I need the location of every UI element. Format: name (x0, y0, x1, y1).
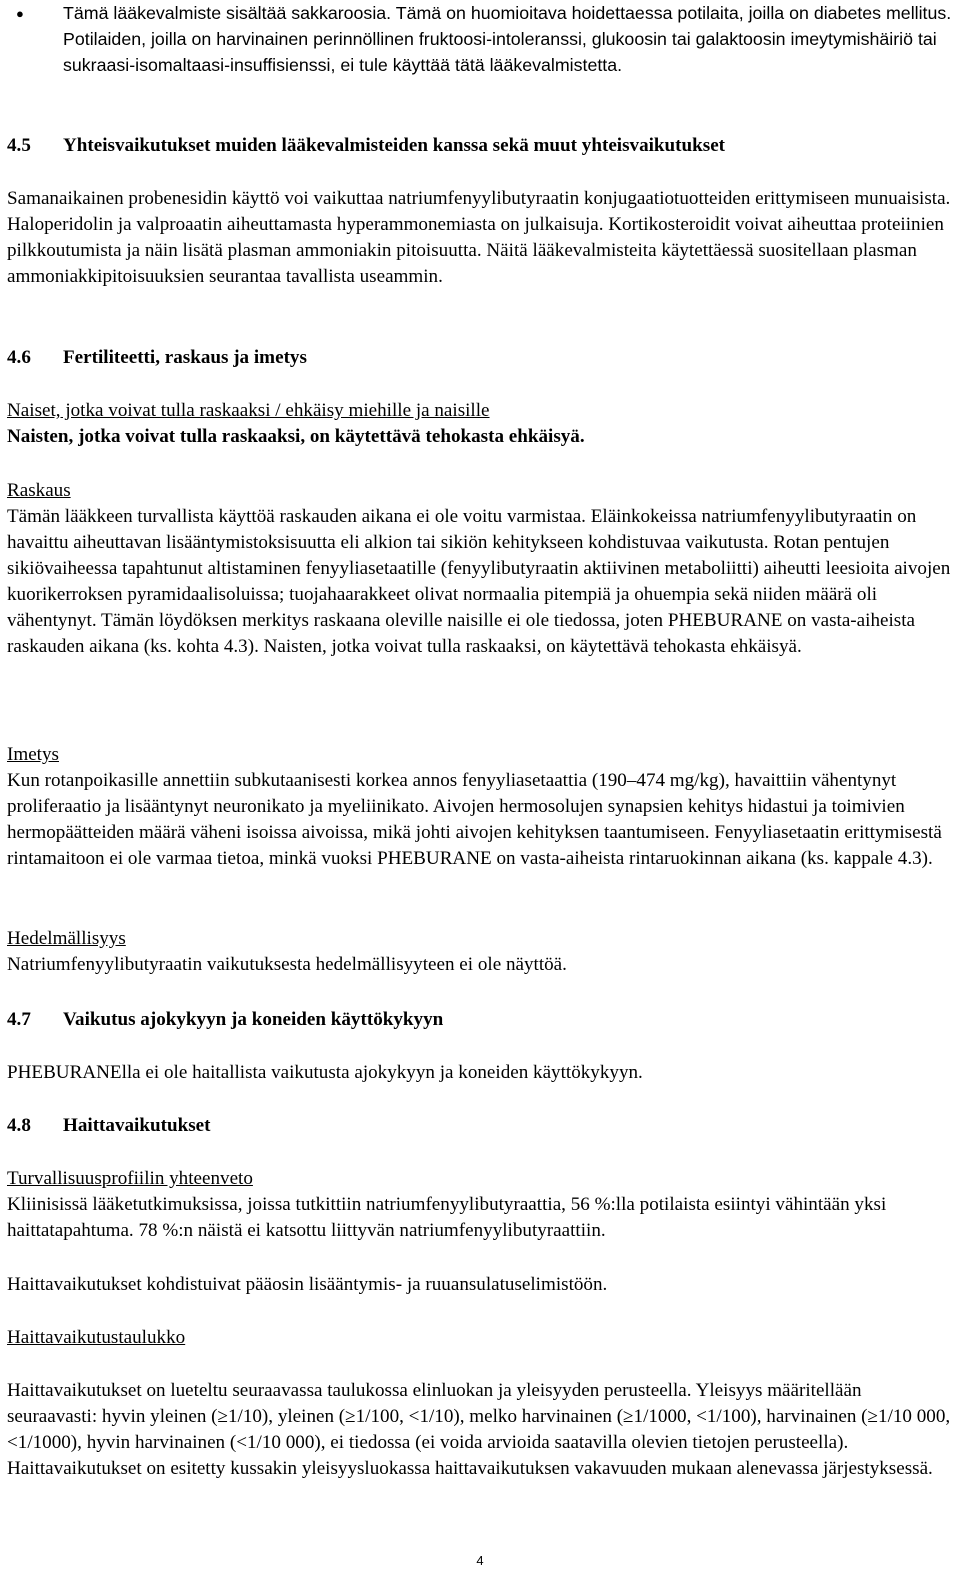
organ-systems-text: Haittavaikutukset kohdistuivat pääosin lisääntymis- ja ruuansulatuselimistöön. (7, 1274, 608, 1295)
women-body: Naisten, jotka voivat tulla raskaaksi, on käytettävä tehokasta ehkäisyä. (7, 426, 585, 447)
bullet-item (7, 0, 952, 78)
section-4-7-heading (7, 1007, 952, 1033)
section-number: 4.7 (7, 1009, 31, 1030)
safety-summary-subheading: Turvallisuusprofiilin yhteenveto (7, 1168, 253, 1189)
section-number: 4.6 (7, 347, 31, 368)
section-number: 4.5 (7, 135, 31, 156)
section-title: Haittavaikutukset (63, 1115, 211, 1136)
lactation-body: Kun rotanpoikasille annettiin subkutaanisesti korkea annos fenyyliasetaattia (190–474 mg/kg), havaittiin vähentynyt proliferaatio ja lisääntynyt neuronikato ja myeliinikato. Aivojen hermosolujen synapsien kehitys hidastui ja toimivien hermopäätteiden määrä väheni isoissa aivoissa, mikä johti aivojen kehityksen taantumiseen. Fenyyliasetaatin erittymisestä rintamaitoon ei ole varmaa tietoa, minkä vuoksi PHEBURANE on vasta-aiheista rintaruokinnan aikana (ks. kappale 4.3). (7, 770, 942, 869)
section-title: Yhteisvaikutukset muiden lääkevalmisteiden kanssa sekä muut yhteisvaikutukset (63, 135, 726, 156)
table-intro-body: Haittavaikutukset on lueteltu seuraavassa taulukossa elinluokan ja yleisyyden perusteella. Yleisyys määritellään seuraavasti: hyvin yleinen (≥1/10), yleinen (≥1/100, <1/10), melko harvinainen (≥1/1000, <1/100), harvinainen (≥1/10 000, <1/1000), hyvin harvinainen (<1/10 000), ei tiedossa (ei voida arvioida saatavilla olevien tietojen perusteella). Haittavaikutukset on esitetty kussakin yleisyysluokassa haittavaikutuksen vakavuuden mukaan alenevassa järjestyksessä. (7, 1380, 951, 1479)
section-number: 4.8 (7, 1115, 31, 1136)
section-title: Fertiliteetti, raskaus ja imetys (63, 347, 307, 368)
section-title: Vaikutus ajokykyyn ja koneiden käyttökykyyn (63, 1009, 444, 1030)
section-4-7-body: PHEBURANElla ei ole haitallista vaikutusta ajokykyyn ja koneiden käyttökykyyn. (7, 1062, 643, 1083)
safety-summary-body: Kliinisissä lääketutkimuksissa, joissa tutkittiin natriumfenyylibutyraattia, 56 %:lla potilaista esiintyi vähintään yksi haittatapahtuma. 78 %:n näistä ei katsottu liittyvän natriumfenyylibutyraattiin. (7, 1194, 887, 1241)
bullet-text: Tämä lääkevalmiste sisältää sakkaroosia. Tämä on huomioitava hoidettaessa potilaita, joilla on diabetes mellitus. Potilaiden, joilla on harvinainen perinnöllinen fruktoosi-intoleranssi, glukoosin tai galaktoosin imeytymishäiriö tai sukraasi-isomaltaasi-insuffisienssi, ei tule käyttää tätä lääkevalmistetta. (63, 3, 952, 75)
women-subheading: Naiset, jotka voivat tulla raskaaksi / ehkäisy miehille ja naisille (7, 400, 490, 421)
bullet-dot-icon: ● (16, 6, 24, 21)
fertility-body: Natriumfenyylibutyraatin vaikutuksesta hedelmällisyyteen ei ole näyttöä. (7, 954, 567, 975)
page-number: 4 (476, 1553, 484, 1568)
lactation-subheading: Imetys (7, 744, 59, 765)
pregnancy-body: Tämän lääkkeen turvallista käyttöä raskauden aikana ei ole voitu varmistaa. Eläinkokeissa natriumfenyylibutyraatin on havaittu aiheuttavan lisääntymistoksisuutta eli alkion tai sikiön kehitykseen kohdistuvaa vaikutusta. Rotan pentujen sikiövaiheessa tapahtunut altistaminen fenyyliasetaatille (fenyylibutyraatin aktiivinen metaboliitti) aiheutti leesioita aivojen kuorikerroksen pyramidaalisoluissa; tuojahaarakkeet olivat normaalia pitempiä ja ohuempia sekä niiden määrä oli vähentynyt. Tämän löydöksen merkitys raskaana oleville naisille ei ole tiedossa, joten PHEBURANE on vasta-aiheista raskauden aikana (ks. kohta 4.3). Naisten, jotka voivat tulla raskaaksi, on käytettävä tehokasta ehkäisyä. (7, 506, 951, 657)
section-4-5-heading (7, 133, 952, 159)
section-4-6-heading (7, 345, 952, 371)
pregnancy-subheading: Raskaus (7, 480, 71, 501)
section-4-5-body: Samanaikainen probenesidin käyttö voi vaikuttaa natriumfenyylibutyraatin konjugaatiotuotteiden erittymiseen munuaisista. Haloperidolin ja valproaatin aiheuttamasta hyperammonemiasta on julkaisuja. Kortikosteroidit voivat aiheuttaa proteiinien pilkkoutumista ja näin lisätä plasman ammoniakin pitoisuutta. Näitä lääkevalmisteita käytettäessä suositellaan plasman ammoniakkipitoisuuksien seurantaa tavallista useammin. (7, 188, 951, 287)
fertility-subheading: Hedelmällisyys (7, 928, 126, 949)
table-subheading: Haittavaikutustaulukko (7, 1327, 186, 1348)
section-4-8-heading (7, 1113, 952, 1139)
